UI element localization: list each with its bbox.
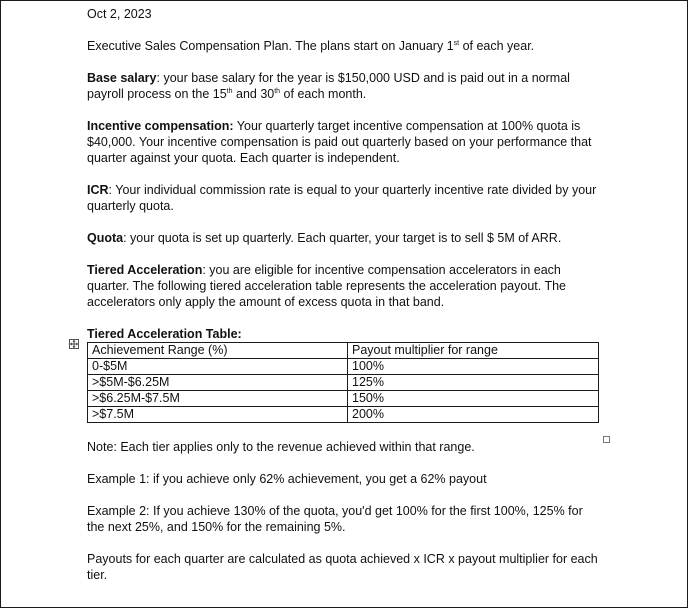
table-cell[interactable]: >$5M-$6.25M xyxy=(88,375,348,391)
base-salary-ordinal-1: th xyxy=(226,88,233,95)
base-salary-text-mid: and 30 xyxy=(232,87,275,101)
table-cell[interactable]: 150% xyxy=(348,391,599,407)
document-date: Oct 2, 2023 xyxy=(87,7,152,21)
table-move-handle-icon[interactable] xyxy=(69,339,79,349)
icr-paragraph xyxy=(87,182,599,214)
intro-text-end: of each year. xyxy=(459,39,535,53)
incentive-label: Incentive compensation: xyxy=(87,119,234,133)
base-salary-text-end: of each month. xyxy=(280,87,367,101)
example-2-paragraph: Example 2: If you achieve 130% of the quota, you'd get 100% for the first 100%, 125% for the next 25%, and 150% for the remaining 5%. xyxy=(87,504,583,534)
payouts-paragraph: Payouts for each quarter are calculated as quota achieved x ICR x payout multiplier for each tier. xyxy=(87,552,598,582)
table-row xyxy=(88,391,599,407)
table-cell[interactable]: >$7.5M xyxy=(88,407,348,423)
table-header-cell[interactable]: Payout multiplier for range xyxy=(348,343,599,359)
incentive-paragraph xyxy=(87,118,599,166)
table-header-cell[interactable]: Achievement Range (%) xyxy=(88,343,348,359)
table-cell[interactable]: 125% xyxy=(348,375,599,391)
table-resize-handle-icon[interactable] xyxy=(603,436,610,443)
intro-ordinal: st xyxy=(453,40,460,47)
table-header-row xyxy=(88,343,599,359)
move-arrows-icon xyxy=(70,340,78,348)
base-salary-text: : your base salary for the year is $150,000 USD and is paid out in a normal payroll process on the 15 xyxy=(87,71,570,101)
icr-label: ICR xyxy=(87,183,109,197)
table-cell[interactable]: >$6.25M-$7.5M xyxy=(88,391,348,407)
tiered-text: : you are eligible for incentive compensation accelerators in each quarter. The following tiered acceleration table represents the acceleration payout. The accelerators only apply the amount of excess quota in that band. xyxy=(87,263,566,309)
base-salary-ordinal-2: th xyxy=(274,88,281,95)
icr-text: : Your individual commission rate is equal to your quarterly incentive rate divided by your quarterly quota. xyxy=(87,183,597,213)
table-title: Tiered Acceleration Table: xyxy=(87,327,242,341)
base-salary-label: Base salary xyxy=(87,71,157,85)
intro-paragraph xyxy=(87,38,599,54)
table-cell[interactable]: 0-$5M xyxy=(88,359,348,375)
intro-text: Executive Sales Compensation Plan. The plans start on January 1 xyxy=(87,39,454,53)
table-row xyxy=(88,359,599,375)
base-salary-paragraph xyxy=(87,70,599,102)
table-row xyxy=(88,375,599,391)
tiered-label: Tiered Acceleration xyxy=(87,263,203,277)
quota-paragraph xyxy=(87,230,599,246)
quota-text: : your quota is set up quarterly. Each quarter, your target is to sell $ 5M of ARR. xyxy=(123,231,562,245)
table-cell[interactable]: 100% xyxy=(348,359,599,375)
tiered-paragraph xyxy=(87,262,599,310)
table-row xyxy=(88,407,599,423)
note-paragraph: Note: Each tier applies only to the revenue achieved within that range. xyxy=(87,440,475,454)
incentive-text: Your quarterly target incentive compensation at 100% quota is $40,000. Your incentive compensation is paid out quarterly based on your performance that quarter against your quota. Each quarter is independent. xyxy=(87,119,592,165)
acceleration-table xyxy=(87,342,599,423)
table-cell[interactable]: 200% xyxy=(348,407,599,423)
document-body xyxy=(87,6,599,599)
quota-label: Quota xyxy=(87,231,124,245)
example-1-paragraph: Example 1: if you achieve only 62% achievement, you get a 62% payout xyxy=(87,472,487,486)
